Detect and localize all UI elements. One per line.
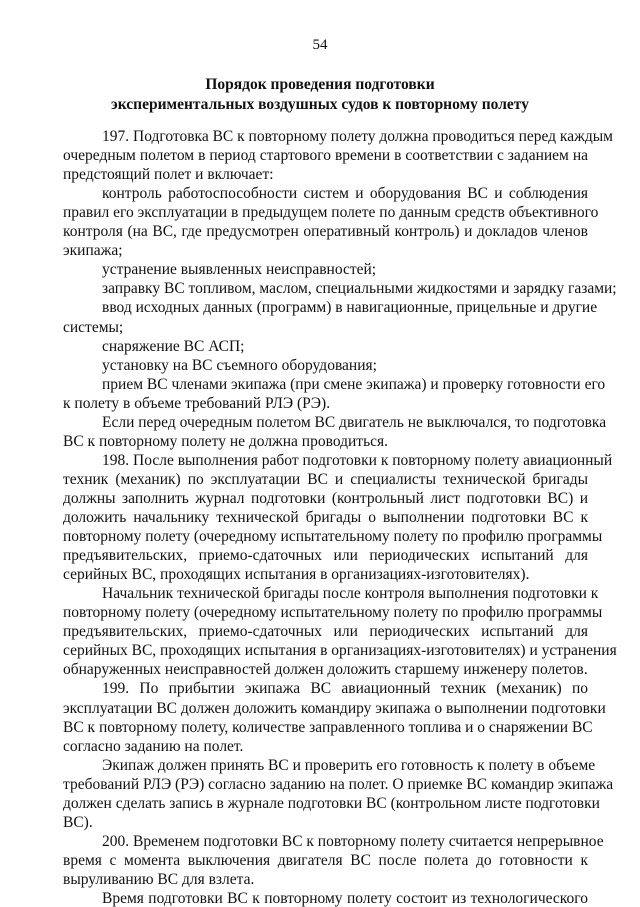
text-line: правил его эксплуатации в предыдущем полете по данным средств объективного [63, 204, 599, 222]
text-line: 199. По прибытии экипажа ВС авиационный техник (механик) по [102, 680, 588, 698]
text-line: повторному полету (очередному испытательному полету по профилю программы [63, 604, 603, 622]
text-line: доложить начальнику технической бригады о выполнении подготовки ВС к [63, 509, 588, 526]
text-line: техник (механик) по эксплуатации ВС и специалисты технической бригады [63, 470, 588, 488]
text-line: предъявительских, приемо-сдаточных или периодических испытаний для [63, 623, 588, 641]
section-title-line-1: Порядок проведения подготовки [205, 76, 435, 93]
text-line: требований РЛЭ (РЭ) согласно заданию на полет. О приемке ВС командир экипажа [63, 775, 614, 793]
text-line: должны заполнить журнал подготовки (контрольный лист подготовки ВС) и [63, 489, 588, 507]
text-line: 197. Подготовка ВС к повторному полету должна проводиться перед каждым [102, 128, 613, 145]
text-line: прием ВС членами экипажа (при смене экипажа) и проверку готовности его [102, 375, 606, 393]
text-line: снаряжение ВС АСП; [102, 337, 245, 355]
text-line: заправку ВС топливом, маслом, специальными жидкостями и зарядку газами; [102, 280, 617, 298]
text-line: ввод исходных данных (программ) в навигационные, прицельные и другие [102, 299, 598, 317]
text-line: контроля (на ВС, где предусмотрен оперативный контроль) и докладов членов [63, 223, 588, 241]
text-line: системы; [63, 318, 124, 336]
text-line: серийных ВС, проходящих испытания в организациях-изготовителях). [63, 566, 530, 584]
text-line: Начальник технической бригады после контроля выполнения подготовки к [102, 585, 599, 603]
section-title-line-2: экспериментальных воздушных судов к повторному полету [111, 96, 529, 113]
text-line: Если перед очередным полетом ВС двигатель не выключался, то подготовка [102, 413, 607, 431]
text-line: установку на ВС съемного оборудования; [102, 356, 377, 374]
text-line: ВС к повторному полету, количестве заправленного топлива и о снаряжении ВС [63, 718, 593, 736]
text-line: должен сделать запись в журнале подготовки ВС (контрольном листе подготовки [63, 794, 600, 812]
text-line: выруливанию ВС для взлета. [63, 870, 255, 888]
text-line: эксплуатации ВС должен доложить командиру экипажа о выполнении подготовки [63, 699, 606, 717]
text-line: к полету в объеме требований РЛЭ (РЭ). [63, 394, 331, 412]
text-line: обнаруженных неисправностей должен доложить старшему инженеру полетов. [63, 661, 588, 679]
text-line: устранение выявленных неисправностей; [102, 261, 377, 279]
page-number: 54 [312, 37, 328, 53]
text-line: контроль работоспособности систем и оборудования ВС и соблюдения [102, 185, 588, 203]
text-line: ВС). [63, 813, 93, 831]
text-line: экипажа; [63, 242, 123, 260]
text-line: время с момента выключения двигателя ВС после полета до готовности к [63, 851, 588, 869]
text-line: серийных ВС, проходящих испытания в организациях-изготовителях) и устранения [63, 642, 617, 660]
text-line: Время подготовки ВС к повторному полету состоит из технологического [102, 890, 588, 907]
text-line: Экипаж должен принять ВС и проверить его готовность к полету в объеме [102, 756, 596, 774]
text-line: 198. После выполнения работ подготовки к повторному полету авиационный [102, 451, 613, 469]
text-line: 200. Временем подготовки ВС к повторному полету считается непрерывное [102, 832, 604, 850]
text-line: повторному полету (очередному испытательному полету по профилю программы [63, 528, 603, 546]
text-line: предъявительских, приемо-сдаточных или периодических испытаний для [63, 547, 588, 565]
text-line: согласно заданию на полет. [63, 737, 244, 755]
text-line: очередным полетом в период стартового времени в соответствии с заданием на [63, 147, 588, 165]
text-line: ВС к повторному полету не должна проводиться. [63, 432, 389, 450]
text-line: предстоящий полет и включает: [63, 166, 274, 184]
